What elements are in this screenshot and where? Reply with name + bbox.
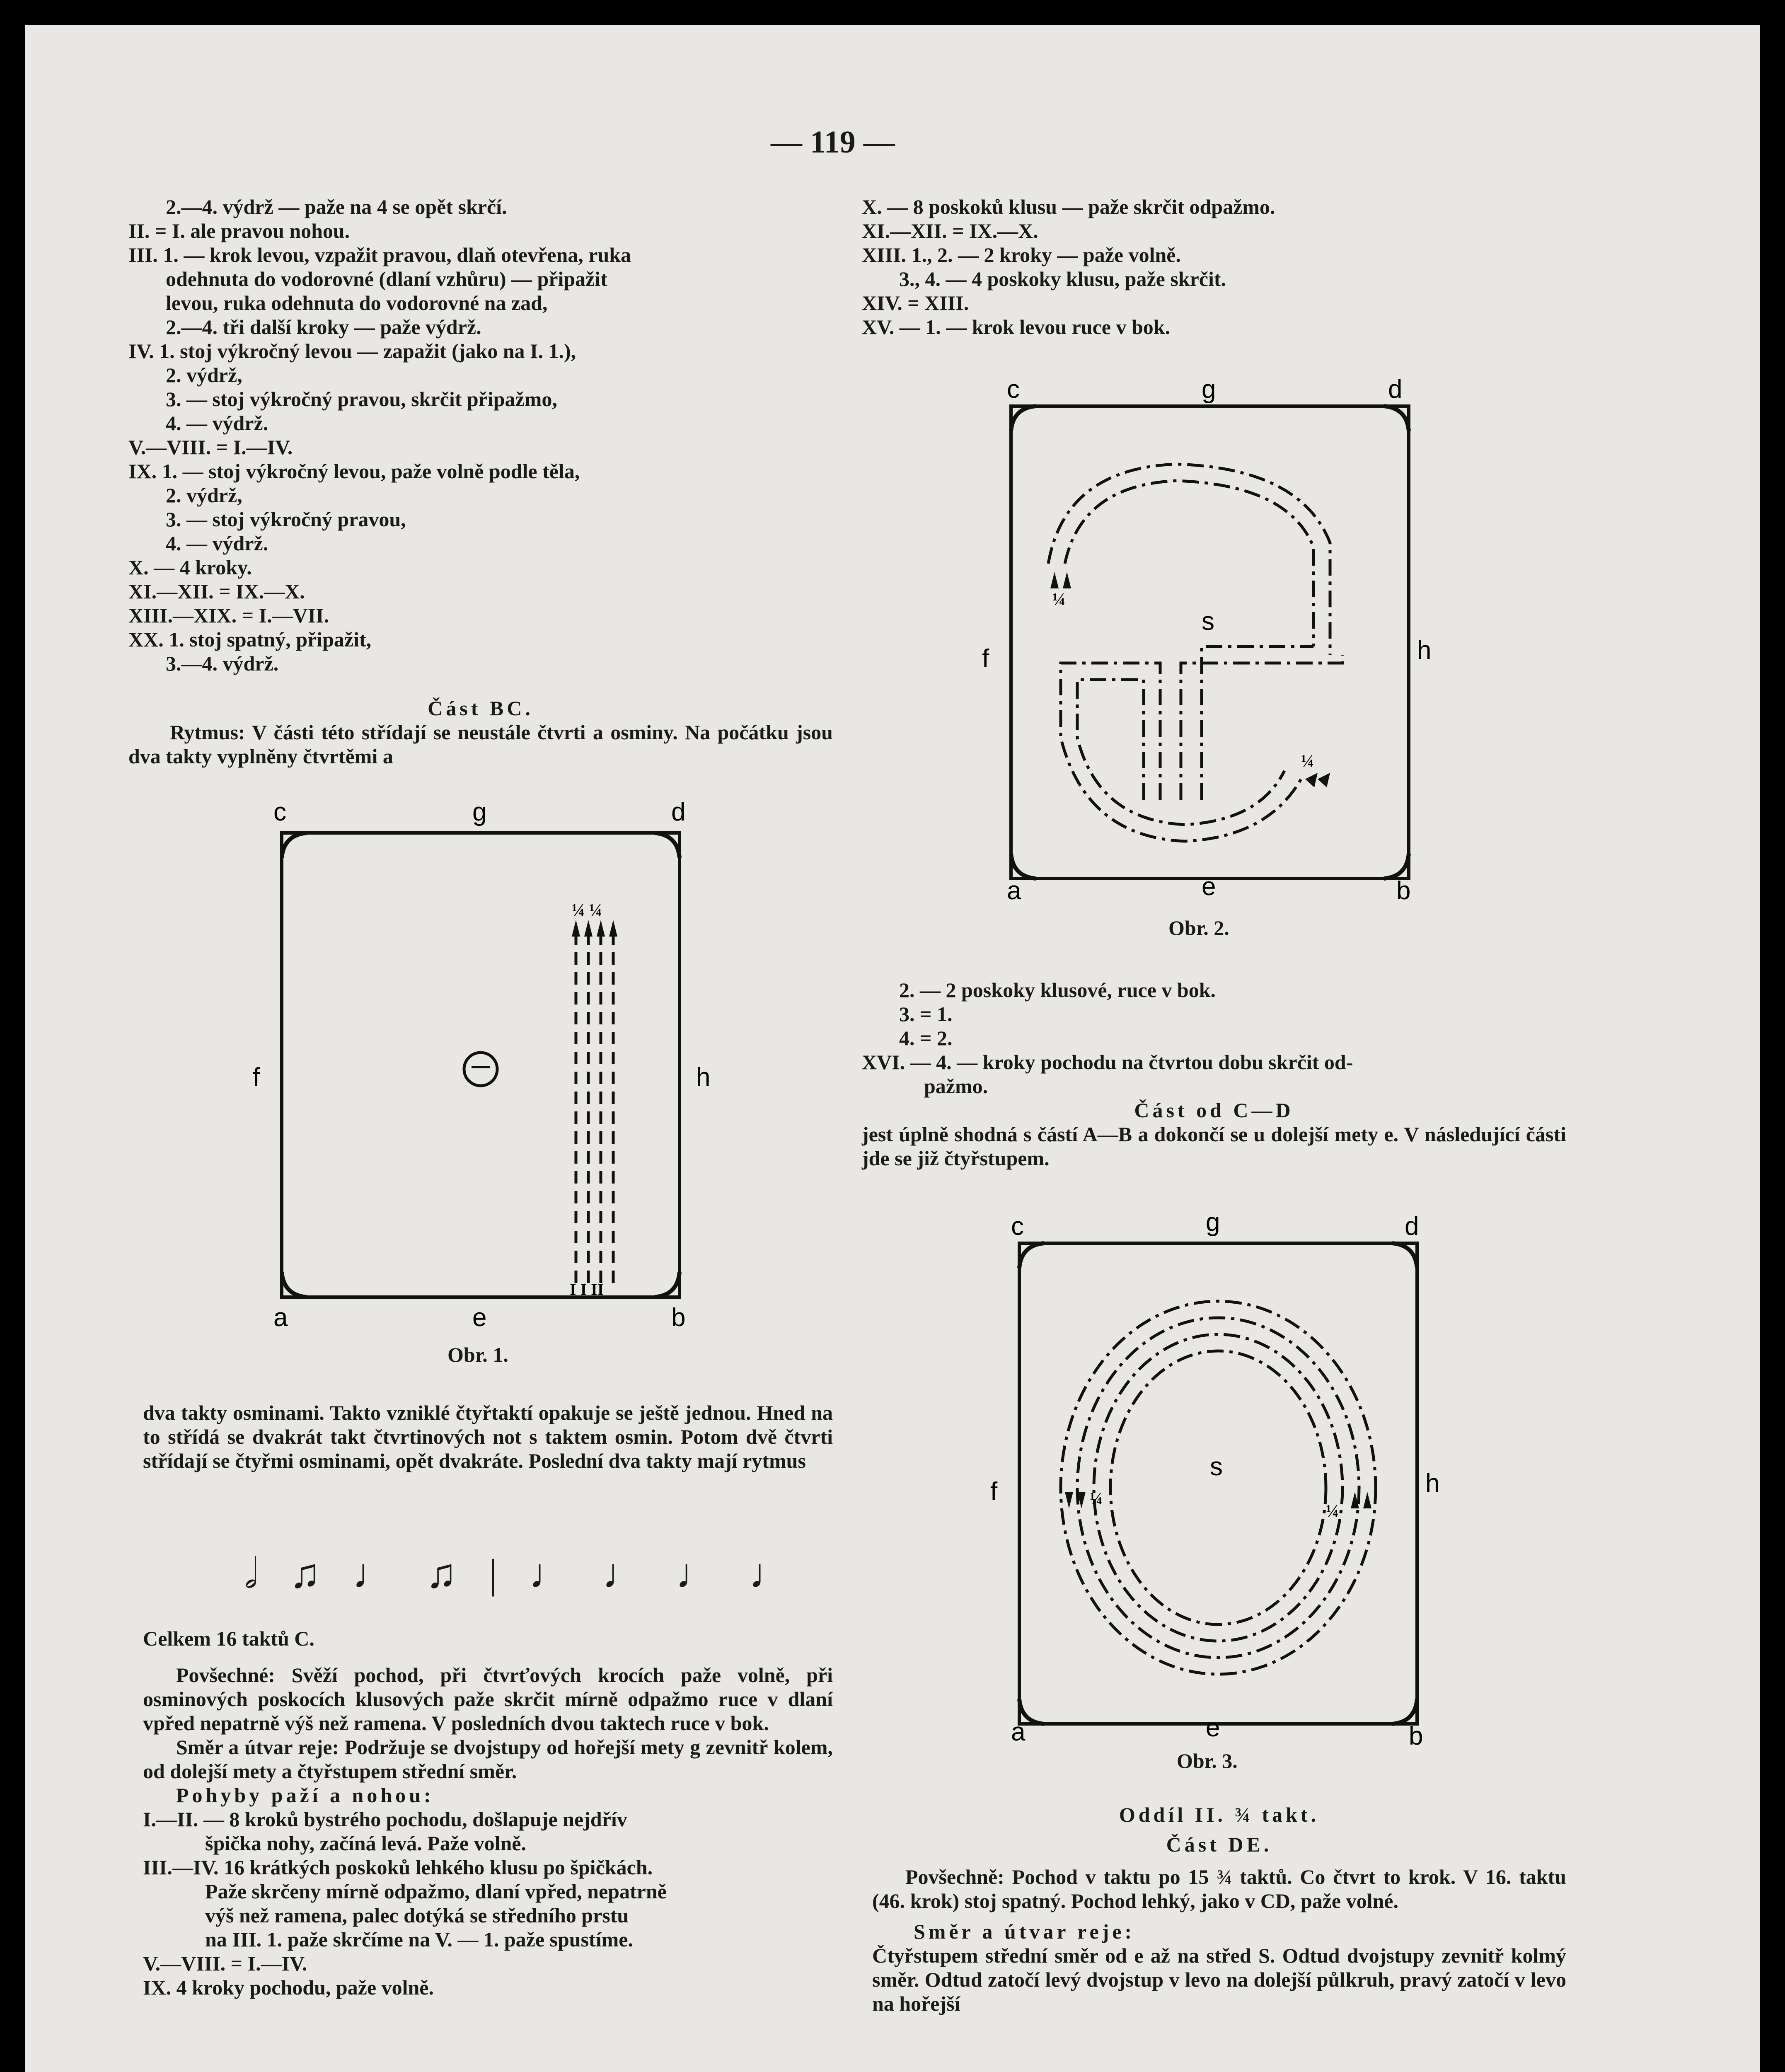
- text-line: III.—IV. 16 krátkých poskoků lehkého klusu po špičkách.: [143, 1856, 653, 1879]
- text-line: 2. výdrž,: [166, 363, 242, 387]
- corner-c: c: [273, 798, 286, 826]
- figure-1-diagram: [232, 796, 721, 1351]
- text-line: I.—II. — 8 kroků bystrého pochodu, došlapuje nejdřív: [143, 1808, 627, 1831]
- corner-c: c: [1007, 375, 1020, 404]
- corner-d: d: [1388, 375, 1403, 404]
- figure-1-caption: Obr. 1.: [447, 1343, 508, 1366]
- text-line: IX. 1. — stoj výkročný levou, paže volně podle těla,: [128, 460, 580, 483]
- text-line: XI.—XII. = IX.—X.: [862, 219, 1038, 242]
- text-line: 2. výdrž,: [166, 484, 242, 507]
- corner-a: a: [1007, 876, 1021, 905]
- arrow-icon: [572, 920, 617, 937]
- figure-3: [978, 1202, 1442, 1761]
- corner-g: g: [1202, 375, 1216, 404]
- part-bc-block: [128, 696, 833, 768]
- text-line: XIII.—XIX. = I.—VII.: [128, 604, 329, 627]
- text-line: III. 1. — krok levou, vzpažit pravou, dlaň otevřena, ruka: [128, 243, 631, 266]
- text-line: odehnuta do vodorovné (dlaní vzhůru) — připažit: [166, 267, 607, 290]
- part-de-heading: Část DE.: [1166, 1833, 1272, 1856]
- text-line: X. — 4 kroky.: [128, 556, 252, 579]
- text-line: V.—VIII. = I.—IV.: [128, 436, 293, 459]
- de-general-paragraph: Povšechně: Pochod v taktu po 15 ¾ taktů. Co čtvrt to krok. V 16. taktu (46. krok) stoj spatný. Pochod lehký, jako v CD, paže volné.: [872, 1865, 1566, 1912]
- fig1-bottom-marks: I I II: [570, 1280, 604, 1299]
- arm-leg-heading: Pohyby paží a nohou:: [176, 1784, 434, 1807]
- direction-paragraph: Směr a útvar reje: Podržuje se dvojstupy od hořejší mety g zevnitř kolem, od dolejší mety a čtyřstupem střední směr.: [143, 1736, 833, 1783]
- paragraph: dva takty osminami. Takto vzniklé čtyřtaktí opakuje se ještě jednou. Hned na to střídá se dvakrát takt čtvrtinových not s taktem osmin. Potom dvě čtvrti střídají se čtyřmi osminami, opět dvakráte. Poslední dva takty mají rytmus: [143, 1401, 833, 1472]
- corner-arc: [282, 1272, 307, 1297]
- text-line: Paže skrčeny mírně odpažmo, dlaní vpřed, nepatrně: [205, 1880, 667, 1903]
- field-rectangle: [282, 833, 680, 1297]
- text-line: 3. = 1.: [899, 1002, 953, 1026]
- corner-b: b: [1409, 1722, 1423, 1750]
- side-f: f: [990, 1477, 998, 1506]
- de-direction-heading: Směr a útvar reje:: [914, 1920, 1135, 1943]
- text-line: IX. 4 kroky pochodu, paže volně.: [143, 1976, 434, 1999]
- rhythm-notation: 𝅗𝅥 ♫ ♩ ♫ | ♩ ♩ ♩ ♩: [244, 1551, 801, 1597]
- text-line: IV. 1. stoj výkročný levou — zapažit (jako na I. 1.),: [128, 339, 576, 363]
- figure-2-caption: Obr. 2.: [1168, 916, 1229, 939]
- left-lower-block: [143, 1627, 833, 1999]
- right-middle-text: [862, 978, 1566, 1170]
- figure-3-caption: Obr. 3.: [1177, 1749, 1238, 1772]
- side-h: h: [1425, 1469, 1440, 1498]
- text-line: XX. 1. stoj spatný, připažit,: [128, 628, 372, 651]
- side-f: f: [253, 1063, 260, 1092]
- figure-2-diagram: [978, 365, 1442, 912]
- corner-e: e: [1206, 1714, 1220, 1742]
- text-line: II. = I. ale pravou nohou.: [128, 219, 350, 242]
- corner-d: d: [671, 798, 686, 826]
- corner-arc: [655, 1272, 680, 1297]
- fig3-left-marks: ¼: [1090, 1489, 1103, 1508]
- center-s: s: [1202, 607, 1214, 636]
- text-line: 2.—4. výdrž — paže na 4 se opět skrčí.: [166, 195, 507, 218]
- text-line: XVI. — 4. — kroky pochodu na čtvrtou dobu skrčit od-: [862, 1051, 1353, 1074]
- corner-b: b: [1396, 876, 1411, 905]
- figure-3-diagram: [978, 1202, 1442, 1761]
- fig2-left-marks: ¼: [1052, 590, 1066, 609]
- text-line: 4. — výdrž.: [166, 532, 268, 555]
- text-line: 2.—4. tři další kroky — paže výdrž.: [166, 315, 481, 339]
- left-middle-block: [143, 1401, 833, 1473]
- center-s: s: [1210, 1452, 1223, 1481]
- right-lower-block: [872, 1803, 1566, 2016]
- text-line: výš než ramena, palec dotýká se středního prstu: [205, 1904, 629, 1927]
- text-line: 3. — stoj výkročný pravou, skrčit připažmo,: [166, 387, 557, 411]
- text-line: 3. — stoj výkročný pravou,: [166, 508, 406, 531]
- field-rectangle: [1019, 1243, 1417, 1724]
- text-line: levou, ruka odehnuta do vodorovné na zad,: [166, 291, 548, 315]
- text-line: pažmo.: [924, 1075, 988, 1098]
- text-line: XIII. 1., 2. — 2 kroky — paže volně.: [862, 243, 1181, 266]
- march-lines: [576, 932, 613, 1285]
- text-line: špička nohy, začíná levá. Paže volně.: [205, 1832, 526, 1855]
- corner-e: e: [472, 1303, 487, 1332]
- corner-arc: [282, 833, 307, 858]
- part-cd-heading: Část od C—D: [1134, 1099, 1294, 1122]
- text-line: XI.—XII. = IX.—X.: [128, 580, 305, 603]
- corner-e: e: [1202, 872, 1216, 901]
- center-circle: [464, 1053, 497, 1086]
- text-line: XV. — 1. — krok levou ruce v bok.: [862, 315, 1171, 339]
- field-rectangle: [1011, 406, 1409, 879]
- general-paragraph: Povšechné: Svěží pochod, při čtvrťových krocích paže volně, při osminových poskocích klusových paže skrčit mírně odpažmo ruce v dlaní vpřed nepatrně výš než ramena. V posledních dvou taktech ruce v bok.: [143, 1663, 833, 1735]
- left-top-text: [128, 195, 833, 675]
- corner-d: d: [1405, 1212, 1419, 1241]
- text-line: XIV. = XIII.: [862, 291, 969, 315]
- total-line: Celkem 16 taktů C.: [143, 1627, 314, 1650]
- corner-a: a: [1011, 1718, 1026, 1746]
- corner-c: c: [1011, 1212, 1024, 1241]
- side-h: h: [696, 1063, 711, 1092]
- cd-paragraph: jest úplně shodná s částí A—B a dokončí se u dolejší mety e. V následující části jde se již čtyřstupem.: [862, 1123, 1566, 1170]
- text-line: 4. — výdrž.: [166, 411, 268, 435]
- page-number: — 119 —: [771, 125, 895, 160]
- fig1-top-marks: ¼ ¼: [572, 901, 602, 920]
- corner-g: g: [1206, 1208, 1220, 1237]
- text-line: 3.—4. výdrž.: [166, 652, 279, 675]
- oval-paths: [1061, 1301, 1376, 1674]
- text-line: 4. = 2.: [899, 1026, 953, 1050]
- path-lines: [1048, 464, 1342, 841]
- side-h: h: [1417, 636, 1432, 665]
- fig2-right-marks: ¼: [1301, 752, 1314, 771]
- side-f: f: [982, 644, 989, 673]
- fig3-right-marks: ¼: [1326, 1502, 1339, 1521]
- corner-arc: [655, 833, 680, 858]
- part-bc-heading: Část BC.: [428, 697, 534, 720]
- figure-2: [978, 365, 1442, 912]
- right-top-text: [862, 195, 1566, 339]
- text-line: V.—VIII. = I.—IV.: [143, 1952, 307, 1975]
- corner-a: a: [273, 1303, 288, 1332]
- rhythm-paragraph: Rytmus: V části této střídají se neustále čtvrti a osminy. Na počátku jsou dva takty vyplněny čtvrtěmi a: [128, 721, 833, 768]
- figure-1: [232, 796, 721, 1351]
- section-2-heading: Oddíl II. ¾ takt.: [1119, 1803, 1320, 1826]
- text-line: 2. — 2 poskoky klusové, ruce v bok.: [899, 978, 1216, 1002]
- corner-b: b: [671, 1303, 686, 1332]
- text-line: 3., 4. — 4 poskoky klusu, paže skrčit.: [899, 267, 1226, 290]
- corner-g: g: [472, 798, 487, 826]
- text-line: X. — 8 poskoků klusu — paže skrčit odpažmo.: [862, 195, 1275, 218]
- text-line: na III. 1. paže skrčíme na V. — 1. paže spustíme.: [205, 1928, 633, 1951]
- de-direction-paragraph: Čtyřstupem střední směr od e až na střed S. Odtud dvojstupy zevnitř kolmý směr. Odtud zatočí levý dvojstup v levo na dolejší půlkruh, pravý zatočí v levo na hořejší: [872, 1944, 1566, 2015]
